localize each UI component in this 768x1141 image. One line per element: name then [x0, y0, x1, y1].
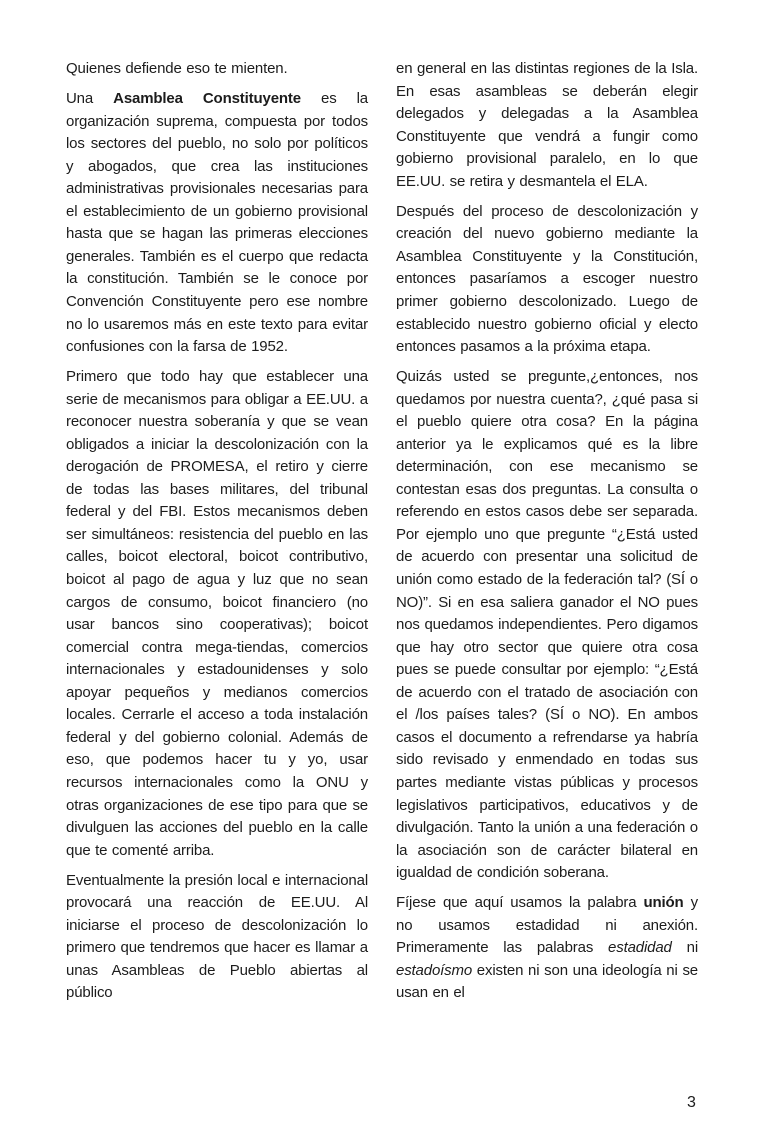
paragraph-mecanismos: Primero que todo hay que establecer una serie de mecanismos para obligar a EE.UU. a reconocer nuestra soberanía y que se vean obligados a iniciar la descolonización con la derogación de PROMESA, el retiro y cierre de todas las bases militares, del tribunal federal y del FBI. Estos mecanismos deben ser simultáneos: resistencia del pueblo en las calles, boicot electoral, boicot contributivo, boicot al pago de agua y luz que no sean cargos de consumo, boicot financiero (no usar bancos sino cooperativas); boicot comercial contra mega-tiendas, comercios internacionales y estadounidenses y solo apoyar pequeños y medianos comercios locales. Cerrarle el acceso a toda instalación federal y del gobierno colonial. Además de eso, que podemos hacer tu y yo, usar recursos internacionales como la ONU y otras organizaciones de ese tipo para que se divulguen las acciones del pueblo en la calle que te comenté arriba. — [66, 368, 368, 859]
paragraph-asamblea-definition — [66, 88, 368, 359]
text-run: ni — [671, 939, 698, 957]
italic-term-estadoismo: estadoísmo — [396, 961, 473, 979]
paragraph-fijese-union — [396, 892, 698, 1005]
right-column — [396, 58, 698, 1012]
left-column — [66, 58, 368, 1012]
paragraph-eventualmente: Eventualmente la presión local e internacional provocará una reacción de EE.UU. Al iniciarse el proceso de descolonización lo primero que tendremos que hacer es llamar a unas Asambleas de Pueblo abiertas al público — [66, 871, 368, 1002]
paragraph-despues-descolonizacion: Después del proceso de descolonización y creación del nuevo gobierno mediante la Asamblea Constituyente y la Constitución, entonces pasaríamos a escoger nuestro primer gobierno descolonizado. Luego de establecido nuestro gobierno oficial y electo entonces pasamos a la próxima etapa. — [396, 202, 698, 356]
text-run: es la organización suprema, compuesta por todos los sectores del pueblo, no solo por políticos y abogados, que crea las instituciones administrativas provisionales necesarias para el establecimiento de un gobierno provisional hasta que se hagan las primeras elecciones generales. También es el cuerpo que redacta la constitución. También se le conoce por Convención Constituyente pero ese nombre no lo usaremos más en este texto para evitar confusiones con la farsa de 1952. — [66, 90, 368, 356]
paragraph-quizas-pregunte: Quizás usted se pregunte,¿entonces, nos quedamos por nuestra cuenta?, ¿qué pasa si el pueblo quiere otra cosa? En la página anterior ya le explicamos qué es la libre determinación, con ese mecanismo se contestan esas dos preguntas. La consulta o referendo en estos casos debe ser separada. Por ejemplo uno que pregunte “¿Está usted de acuerdo con presentar una solicitud de unión como estado de la federación tal? (SÍ o NO)”. Si en esa saliera ganador el NO pues nos quedamos independientes. Pero digamos que hay otro sector que quiere otra cosa pues se puede consultar por ejemplo: “¿Está de acuerdo con el tratado de asociación con el /los países tales? (SÍ o NO). En ambos casos el documento a refrendarse ya habría sido revisado y enmendado en todas sus partes mediante vistas públicas y procesos legislativos participativos, educativos y de divulgación. Tanto la unión a una federación o la asociación son de carácter bilateral en igualdad de condición soberana. — [396, 368, 698, 882]
bold-term-asamblea-constituyente: Asamblea Constituyente — [113, 90, 301, 108]
text-run: Fíjese que aquí usamos la palabra — [396, 894, 644, 912]
text-run: Una — [66, 90, 114, 108]
text-run: y no usamos estadidad ni anexión. Primeramente las palabras — [396, 894, 698, 957]
bold-term-union: unión — [643, 894, 684, 912]
page-number: 3 — [687, 1094, 696, 1111]
paragraph-asambleas-regiones: en general en las distintas regiones de la Isla. En esas asambleas se deberán elegir delegados y delegadas a la Asamblea Constituyente que vendrá a fungir como gobierno provisional paralelo, en lo que EE.UU. se retira y desmantela el ELA. — [396, 60, 698, 190]
italic-term-estadidad: estadidad — [608, 939, 672, 957]
paragraph-intro-line: Quienes defiende eso te mienten. — [66, 60, 288, 77]
text-run: existen ni son una ideología ni se usan en el — [396, 961, 698, 1002]
